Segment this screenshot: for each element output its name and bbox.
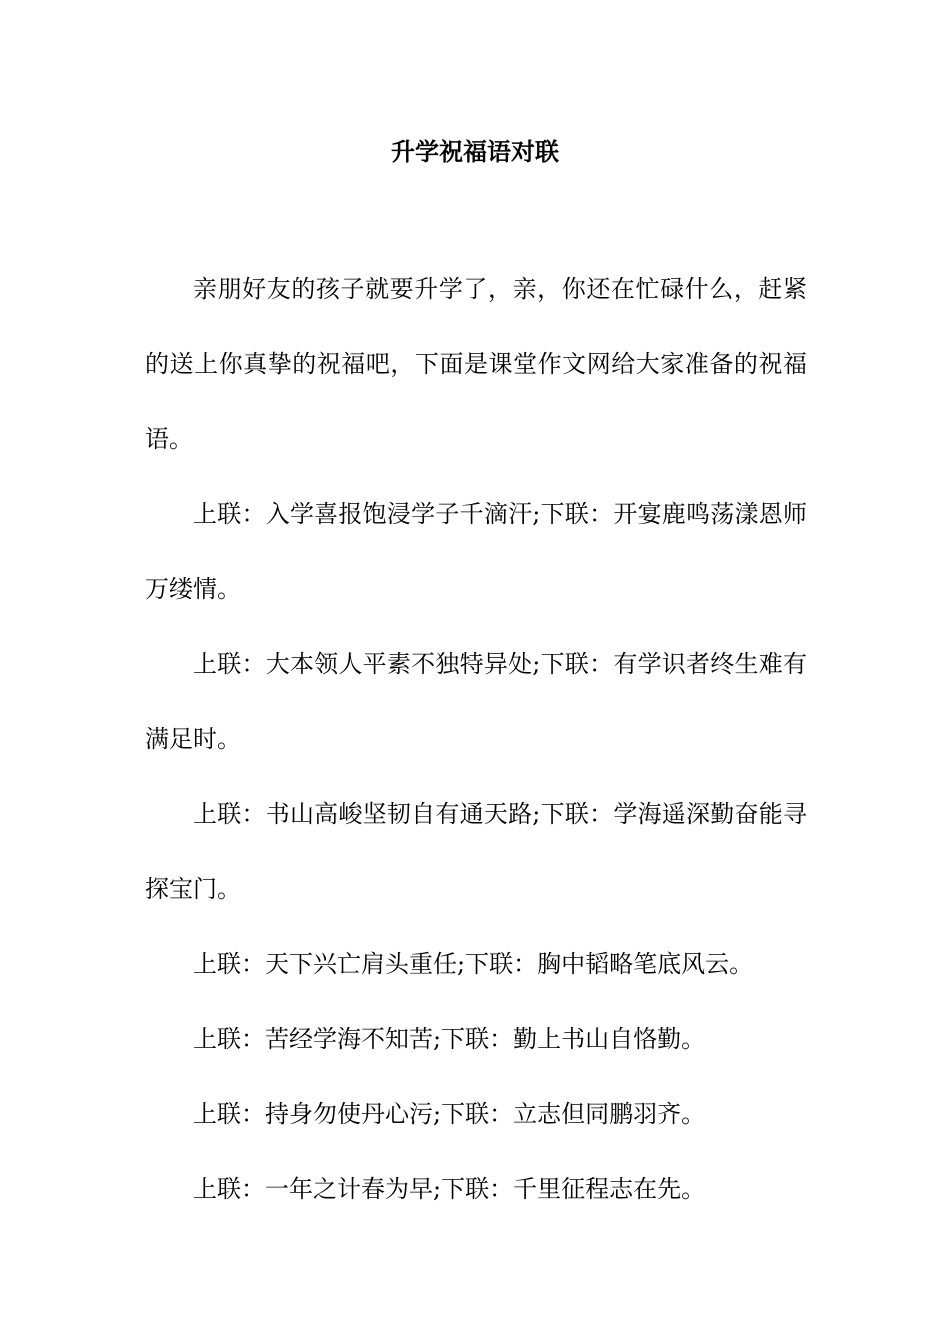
document-body [145, 252, 807, 1227]
couplet-paragraph: 上联：持身勿使丹心污;下联：立志但同鹏羽齐。 [193, 1100, 706, 1128]
document-title: 升学祝福语对联 [391, 137, 559, 166]
intro-paragraph: 亲朋好友的孩子就要升学了，亲，你还在忙碌什么，赶紧的送上你真挚的祝福吧，下面是课堂作文网给大家准备的祝福语。 [145, 275, 807, 453]
couplet-paragraph: 上联：天下兴亡肩头重任;下联：胸中韬略笔底风云。 [193, 950, 754, 978]
couplet-paragraph: 上联：入学喜报饱浸学子千滴汗;下联：开宴鹿鸣荡漾恩师万缕情。 [145, 500, 807, 603]
couplet-paragraph: 上联：一年之计春为早;下联：千里征程志在先。 [193, 1175, 706, 1203]
couplet-paragraph: 上联：苦经学海不知苦;下联：勤上书山自恪勤。 [193, 1025, 706, 1053]
couplet-paragraph: 上联：大本领人平素不独特异处;下联：有学识者终生难有满足时。 [145, 650, 807, 753]
couplet-paragraph: 上联：书山高峻坚韧自有通天路;下联：学海遥深勤奋能寻探宝门。 [145, 800, 807, 903]
